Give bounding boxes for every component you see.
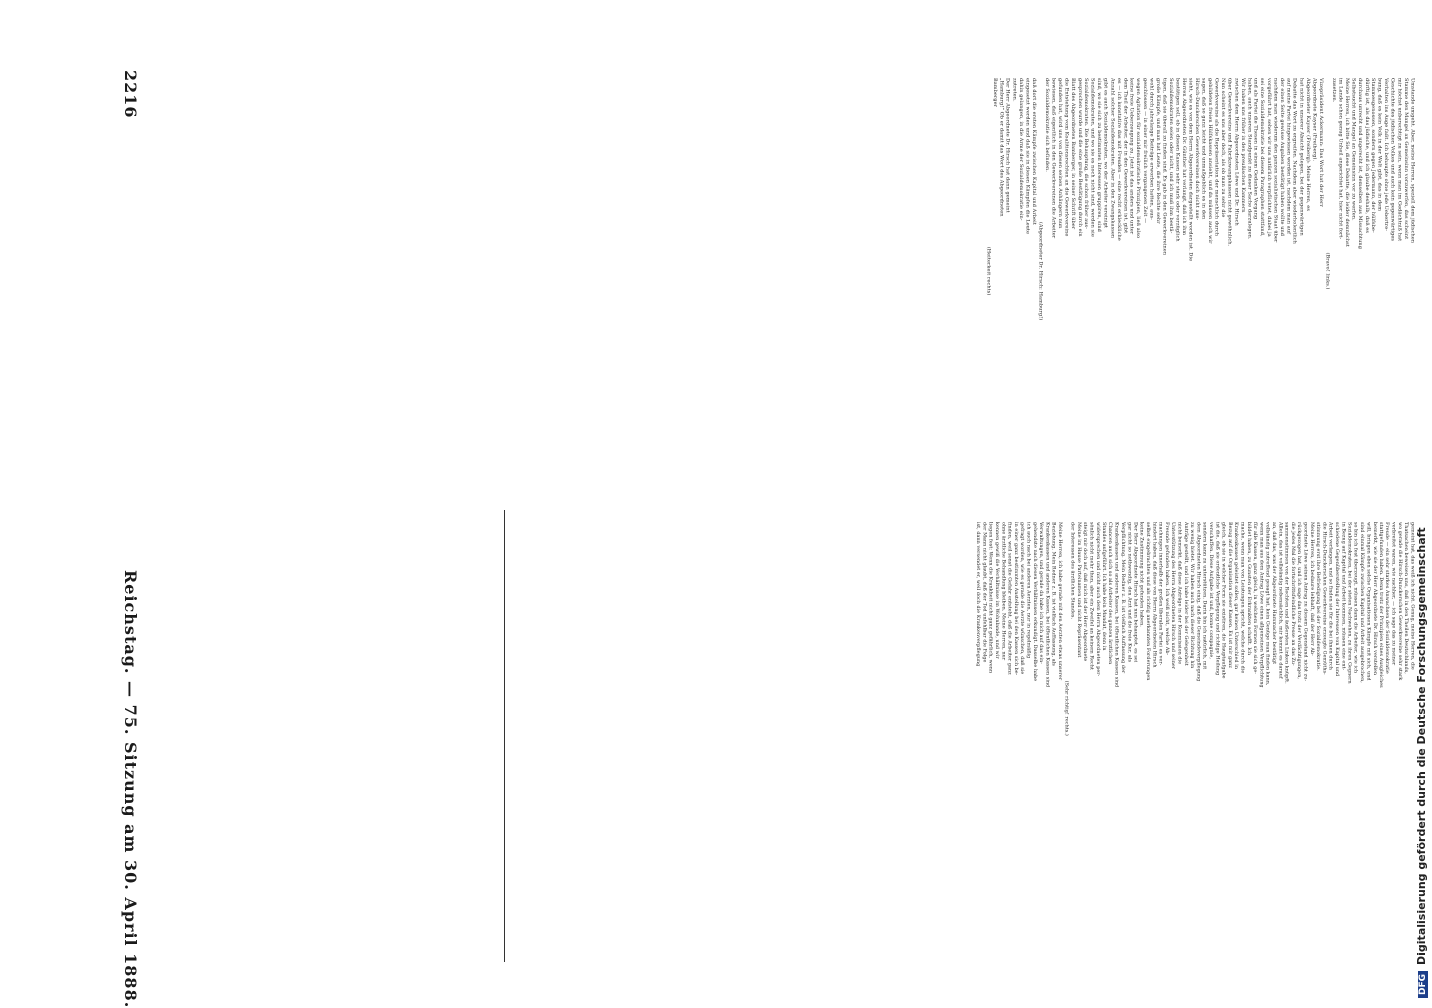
- text-line: über Gewerkvereine und Fabrikzwangskassen nicht gewöhnlich.: [1227, 78, 1234, 247]
- text-line: Nun scheint es uns aber doch, als ob man zu sehr die: [1220, 78, 1227, 218]
- text-line: Bamberger: [992, 78, 999, 108]
- text-line: Standes aufgeführt. Ich habe kein Mandat, denn in: [1101, 522, 1108, 651]
- text-line: Herren Abgeordneten Dr. Günther hat verlangt, daß ich ihm: [1181, 78, 1188, 236]
- column-right-text: [975, 522, 1416, 895]
- text-line: Meine im Hause Parteinamen und nicht Repräsentant: [1076, 522, 1083, 658]
- text-line: verschaffen. Diese Aufgabe ist und, bonne compagnie,: [1208, 522, 1215, 659]
- text-line: Verhalten ins Auge faßt. Ich behaupte ohne jede Uebertre-: [1383, 78, 1390, 232]
- text-line: hat nicht in unserer Absicht gelegen, bei der gegenwärtigen: [1299, 78, 1306, 236]
- text-line: zutreten.: [1012, 78, 1019, 102]
- text-line: sönlich nicht mehr thun, aber ein Zweifel an keinem Recht: [1089, 522, 1096, 670]
- text-line: und als Partei die Thesen in einem Gedanken Vorgang: [1253, 78, 1260, 220]
- text-line: so bin ich fest überzeugt, müssen dann die Arbeiter, wie ich: [1353, 522, 1360, 674]
- column-left-text: [986, 78, 1416, 464]
- text-line: Chancen auch sich so als Arbeiter des ganzen ärztlichen: [1108, 522, 1114, 665]
- dfg-logo: DFG: [1418, 971, 1428, 998]
- text-line: in einer ganz bestimmten Anstellung bei den Kassen sich be-: [1013, 522, 1020, 676]
- text-line: für alle Kassen, ganz gleich, in welchem Formen sie sich ge-: [1252, 522, 1259, 675]
- text-line: Krankenkassen und anderen Kassen, bei öffentlichen Kassen sind: [1045, 522, 1051, 688]
- text-line: haben, auch unseren Standpunkt zu dieser Sache darzulegen.: [1246, 78, 1253, 240]
- text-line: liegen fest: Wenn die Krankheit nicht ganz gefährlich, wenn: [988, 522, 995, 674]
- text-line: Bezug auf die Organisation dieser Kassen. Es ist mir ganz: [1227, 522, 1234, 668]
- text-line: Freunde gefunden haben. Ich weiß nicht, welche Ab-: [1164, 522, 1171, 656]
- text-line: Der Herr Abgeordnete Dr. Hirsch hat dann gemeint: [1005, 78, 1012, 213]
- text-line: stimmung erst ihre Befriedigung bei der Sozialdemokratie.: [1315, 522, 1322, 671]
- text-line: selbst eingebrachten und als richtig anerkannten Forderungen: [1145, 522, 1152, 681]
- text-line: daß dort die ersten Kämpfe zwischen Kapital und Arbeit: [1031, 78, 1038, 225]
- text-line: große Kämpfe, und man hat Leute, die ihre Rechte sehr: [1155, 78, 1162, 224]
- text-line: Unterstützung des Herrn Abgeordneten Hirsch und seiner: [1171, 522, 1177, 670]
- text-line: Der Herr Abgeordnete Hirsch hat nun behauptet, es sei: [1133, 522, 1140, 663]
- text-line: Verwaltungen, und gerade da habe ich mich auf das ein-: [1038, 522, 1045, 664]
- text-line: bung, daß es kein Volk in der Welt gibt, das in dem: [1377, 78, 1384, 211]
- text-line: dürftig ist, als das jüdische, und ich glaube deshalb, daß es: [1364, 78, 1371, 233]
- text-line: bemerkt, wie sie der Herr Abgeordnete Dr. Hirsch verstellen: [1372, 522, 1379, 676]
- text-line: bewiesen, daß eigentlich in den Gewerkvereinen die Arbeiter: [1051, 78, 1058, 239]
- text-line: verbreitet waren, wie nachher, — ich sage das zu meiner: [1391, 522, 1398, 666]
- stage-direction: (Heiterkeit rechts): [986, 246, 993, 296]
- text-line: dem Theil der Arbeiter, der in den Gewerkvereinen ist, gibt: [1123, 78, 1130, 234]
- text-line: widersprechen und nicht auch dem Herrn Abgeordneten per-: [1095, 522, 1102, 677]
- text-line: Wir haben uns früher in den preußischen Kammern: [1240, 78, 1247, 213]
- text-line: wenn man aus dem Antrag Löwe einen allgemeinen Verpflichtung: [1259, 522, 1265, 688]
- text-line: ohne ärztliche Behandlung bleiben. Meine Herren, nur: [1001, 522, 1007, 661]
- column-left: [413, 78, 1416, 508]
- text-line: sieht, wie es von dem Herrn Abgeordneten dargestellt worden ist. Die: [1188, 78, 1195, 262]
- text-line: Umstande umgeht. Aber, meine Herren, speziell dem jüdischen: [1409, 78, 1416, 244]
- text-line: gebildeten freien Hülfskassen ansieht, und da müssen auch wir: [1207, 78, 1214, 244]
- text-line: stattgefunden haben. Denn trotz der Prinzipien eines Ausgleiches: [1378, 522, 1385, 688]
- text-line: sammenstimmen von der Rechten und äußersten Linken knüpft.: [1284, 522, 1291, 684]
- text-line: finden, weil sonst die Gefahr entsteht, daß die Arbeiter ganz: [1007, 522, 1014, 675]
- text-line: rückgezogen hat, und ich sage das trotz der Verdächtigungen,: [1296, 522, 1303, 680]
- text-line: Sozialdemokraten, bei der steten Nachwehen, zu ihren Gegnern: [1347, 522, 1354, 684]
- text-line: ist die, daß sie ordentliche Verpflegung und richtige Heilung: [1215, 522, 1221, 676]
- text-line: sind einmal Kämpfe zwischen Kapital und Arbeit ausgebrochen,: [1359, 522, 1366, 683]
- text-line: Geschichte des jüdischen Volkes und auch kein gegenwärtiges: [1390, 78, 1397, 242]
- text-line: zu wenig bietet. Wir haben auch nach dieser Richtung hin: [1189, 522, 1196, 669]
- text-line: Sozialdemokraten, und wo sie es noch nicht sind, werden sie: [1090, 78, 1097, 237]
- text-line: sind, wo sie sich zu bestimmten Interessen gruppiren, sind: [1096, 78, 1103, 232]
- text-line: geordnete Löwe seinen Antrag zu diesem Gegenstand nicht zu-: [1303, 522, 1310, 682]
- text-line: keine Zustimmung nicht gefunden haben.: [1139, 522, 1146, 627]
- stage-direction: (Bravo! links.): [1325, 252, 1332, 290]
- column-right: [352, 522, 1416, 962]
- text-line: hindert haben, daß diese von Herrn Abgeordneten Hirsch: [1152, 522, 1158, 668]
- text-line: der Mann nicht glaubt, daß der Tod unfehlbar die Folge: [982, 522, 989, 663]
- text-line: die Entstehung vom Koalitionsrechten an die Gewerkvereine: [1064, 78, 1071, 237]
- text-line: der einen Seite gewisse Angaben bestätigt haben wollte und: [1279, 78, 1286, 237]
- text-line: Gewerkvereine als die Repräsentation der menschlich durch: [1214, 78, 1221, 237]
- text-line: steigt mir doch auf, daß mich ist der Herr Abgeordnete: [1082, 522, 1089, 662]
- text-line: Blatt des Abgeordneten Bamberger, in seiner Schrift über: [1070, 78, 1077, 230]
- text-line: Krankenkassen und anderen Kassen, bei öffentlichen Kassen sind: [1114, 522, 1121, 688]
- text-line: gesprochen wurde und die eine große Bestätigung durch ein: [1077, 78, 1084, 237]
- page-number: 2216: [121, 70, 140, 119]
- text-line: Anträge gestellt, und ich habe leider bei der Gelegenheit: [1183, 522, 1190, 666]
- interjection: (Abgeordneter Dr. Hirsch: Hamburg!): [1038, 221, 1045, 321]
- text-line: gleich, ob sie in welcher Form sie existiren, die Hauptaufgabe: [1221, 522, 1228, 679]
- text-line: gefragt worden, wie es gerade die Aerzte wünschen, daß sie: [1019, 522, 1026, 675]
- text-line: sei eine Sozialdemokratie bei diesem Paragraphen stattfand,: [1259, 78, 1266, 237]
- column-divider: [504, 510, 505, 962]
- text-line: Meine Herren, ich bedaure lebhaft, daß der Herr Ab-: [1309, 522, 1316, 656]
- text-line: gar nicht so nothwendig, den Arzt und die freie Kur, als: [1126, 522, 1133, 662]
- text-line: Allein, das ist vollständig nebensächlich, mir kommt es darauf: [1278, 522, 1284, 679]
- text-line: keine freie Ueberzeugung zu. Jetzt ist das anders und unter: [1129, 78, 1136, 235]
- text-line: Meine Herren, ich bitte Sie, diese Debatte, die leider demnächst: [1344, 78, 1351, 247]
- text-line: der Sozialdemokratie sich befinden.: [1044, 78, 1051, 172]
- text-line: wo gerade die Hirsch-Dunckerschen Gewerkvereine sehr stark: [1397, 522, 1404, 681]
- text-line: Debatte das Wort zu ergreifen. Nachdem aber wiederholentlich: [1292, 78, 1299, 244]
- text-line: gibt es auch Sozialdemokraten, wo der Arbeiter vereinigt: [1103, 78, 1110, 228]
- text-line: geschlossen — in einer mir freilich vergangenen Zeit —: [1142, 78, 1149, 224]
- text-line: Arbeit verlangen, und so finden sie für die bei ihnen durch: [1328, 522, 1335, 670]
- text-line: vollständig zutreffend gesagt hat, kein Genüge man finden kann,: [1265, 522, 1272, 686]
- text-line: Stamme den Mangel an Gemeinsinn vorzuwerfen, das scheint: [1403, 78, 1410, 240]
- text-line: zusetzen.: [1331, 78, 1338, 103]
- text-line: ich auch nach bei anderen Aerzten, nur in regelmäßig: [1026, 522, 1033, 659]
- text-line: eingesetzt werden und daß sie in diesen Kämpfen die Leute: [1025, 78, 1032, 235]
- text-line: „Hamburg!“ Ob er damit das Wort des Abgeordneten: [999, 78, 1006, 217]
- text-line: machungen innerhalb der großen liberalen Partei es ver-: [1158, 522, 1165, 666]
- text-line: auf meine Partei hingewiesen worden ist, nachdem man auf: [1286, 78, 1293, 235]
- text-line: Selbstsucht und Mangel an Gemeinsinn vor zu werfen.: [1351, 78, 1358, 221]
- text-line: bildet haben, zu Gunsten der Erkrankten schafft. Ich: [1246, 522, 1253, 656]
- text-line: sagen, daß so ganz leicht und unmaßgeblich es in den: [1201, 78, 1208, 220]
- text-line: kennen gewiß die Verhältnisse im Wohnlande, und wir: [994, 522, 1001, 659]
- text-line: Anzahl solcher Sozialdemokraten. Aber in den Zwangskassen: [1109, 78, 1116, 239]
- text-line: tigen, daß sie überall zu finden sind. Es gab in den Gewerkvereinen: [1162, 78, 1169, 256]
- text-line: Stammesgenossen, sondern gegen Jedermann, der hülfsbe-: [1370, 78, 1377, 233]
- text-line: will, bringen eben solche Organisationen Kämpfe mit sich, und: [1366, 522, 1372, 681]
- speaker-intro: Vizepräsident Ackermann: Das Wort hat der Herr: [1318, 78, 1325, 207]
- text-line: wohl durch jahrelange Beiträge erworben hatten, aus-: [1149, 78, 1156, 220]
- running-title: Reichstag. — 75. Sitzung am 30. April 1888.: [121, 570, 140, 1008]
- text-line: die jedes Mal die fortschrittsfeindliche Presse an das Zu-: [1290, 522, 1297, 666]
- speaker-intro: Abgeordnete Kayser (Freiberg).: [1312, 78, 1319, 162]
- text-line: dahin gelangen, in die Arme der Sozialdemokratie ein-: [1018, 78, 1025, 221]
- text-line: Krankenkassen geleistet sollen, gar keinen Unterschied in: [1233, 522, 1240, 670]
- text-line: Thatsachen beweisen uns, daß in den Theilen Deutschlands,: [1403, 522, 1410, 674]
- text-line: mache, wenn man von Leistungen spricht, welche durch die: [1240, 522, 1247, 674]
- text-line: vorgeführt hat, sehen wir uns natürlich verpflichtet, dabei ja: [1266, 78, 1273, 237]
- text-line: es — ich konstatire das mit Freuden — eine recht erkleckliche: [1116, 78, 1123, 241]
- text-line: Meine Herren, ich habe gerade mit den Aerzten etwas unserer: [1057, 522, 1064, 681]
- text-line: sondern kann zu unterstützen. Darin bin ich natürlich, mit: [1202, 522, 1209, 670]
- dfg-footer: [1415, 527, 1428, 998]
- dfg-footer-text: Digitalisierung gefördert durch die Deutsche Forschungsgemeinschaft: [1415, 527, 1428, 965]
- text-line: gehendste nach diesen Verhältnissen erkundigt. Dasselbe habe: [1032, 522, 1039, 682]
- text-line: gemeint hat, das weiß ich nicht. Genug, meine Herren, die: [1410, 522, 1416, 670]
- text-line: bestätigen soll, ob in diesen Kassen sehr stark oder vorzüglich: [1175, 78, 1182, 242]
- text-line: Beziehung. Mein Redner z. B. ist vielfach Auffassung, als: [1051, 522, 1058, 666]
- text-line: ist, dann versendet er, weil doch die Krankenverpflegung: [975, 522, 982, 667]
- text-line: an, daß das, was der Abgeordnete Hammacher bestätigt: [1271, 522, 1278, 665]
- text-line: zwischen dem Herrn Abgeordneten Löwe und Dr. Hirsch: [1233, 78, 1240, 226]
- text-line: nicht bemerkt, daß diese Anträge in der Kommission die: [1177, 522, 1184, 665]
- text-line: Verpflichtung. Mein Redner z. B. ist vielfach Auffassung der: [1120, 522, 1127, 674]
- text-line: mir höchst unberechtigt zu sein, wenn man im Gedächtniß hat: [1396, 78, 1403, 242]
- text-line: gefunden hat, wird uns von diesen seinen Anhängern nun: [1057, 78, 1064, 229]
- stage-direction: (Sehr richtig! rechts.): [1064, 680, 1070, 736]
- text-line: im Lande schon genug Unheil angerichtet hat, hier nicht fort-: [1338, 78, 1345, 240]
- text-line: Hirsch-Dunckerschen Gewerkvereinen doch nicht aus-: [1194, 78, 1201, 221]
- text-line: in Bezug auf Kapital und Arbeit kommen, müssen eine ent-: [1340, 522, 1347, 671]
- text-line: Abgeordneter Kayser (Freiberg): Meine Herren, es: [1305, 78, 1312, 211]
- text-line: dem Abgeordneten Hirsch einig, daß die Gemeindeverpflegung: [1196, 522, 1203, 682]
- text-line: schiedene Gegenüberstellung der Interessen von Kapital und: [1334, 522, 1341, 677]
- text-line: die Hirsch-Dunckerschen Gewerkvereine erzeugte Gemüths-: [1322, 522, 1328, 675]
- text-line: Sozialdemokraten. Die Behauptung, die schon früher aus-: [1083, 78, 1090, 229]
- text-line: durchaus unrecht und ungerecht ist, demselben aus Missachtung: [1357, 78, 1364, 249]
- text-line: wegen Agitation für sozialdemokratische Prinzipien, ließ also: [1136, 78, 1143, 239]
- text-line: der Interessen des ärztlichen Standes.: [1070, 522, 1077, 620]
- text-line: Freude — ein sehr starkes Anwachsen der Sozialdemokratie: [1385, 522, 1391, 674]
- text-line: nachdem man wiederum den ganzen sozialistischen Staat über: [1273, 78, 1280, 243]
- text-line: Sozialdemokraten seien oder nicht, und ich muß ihm bestä-: [1168, 78, 1175, 234]
